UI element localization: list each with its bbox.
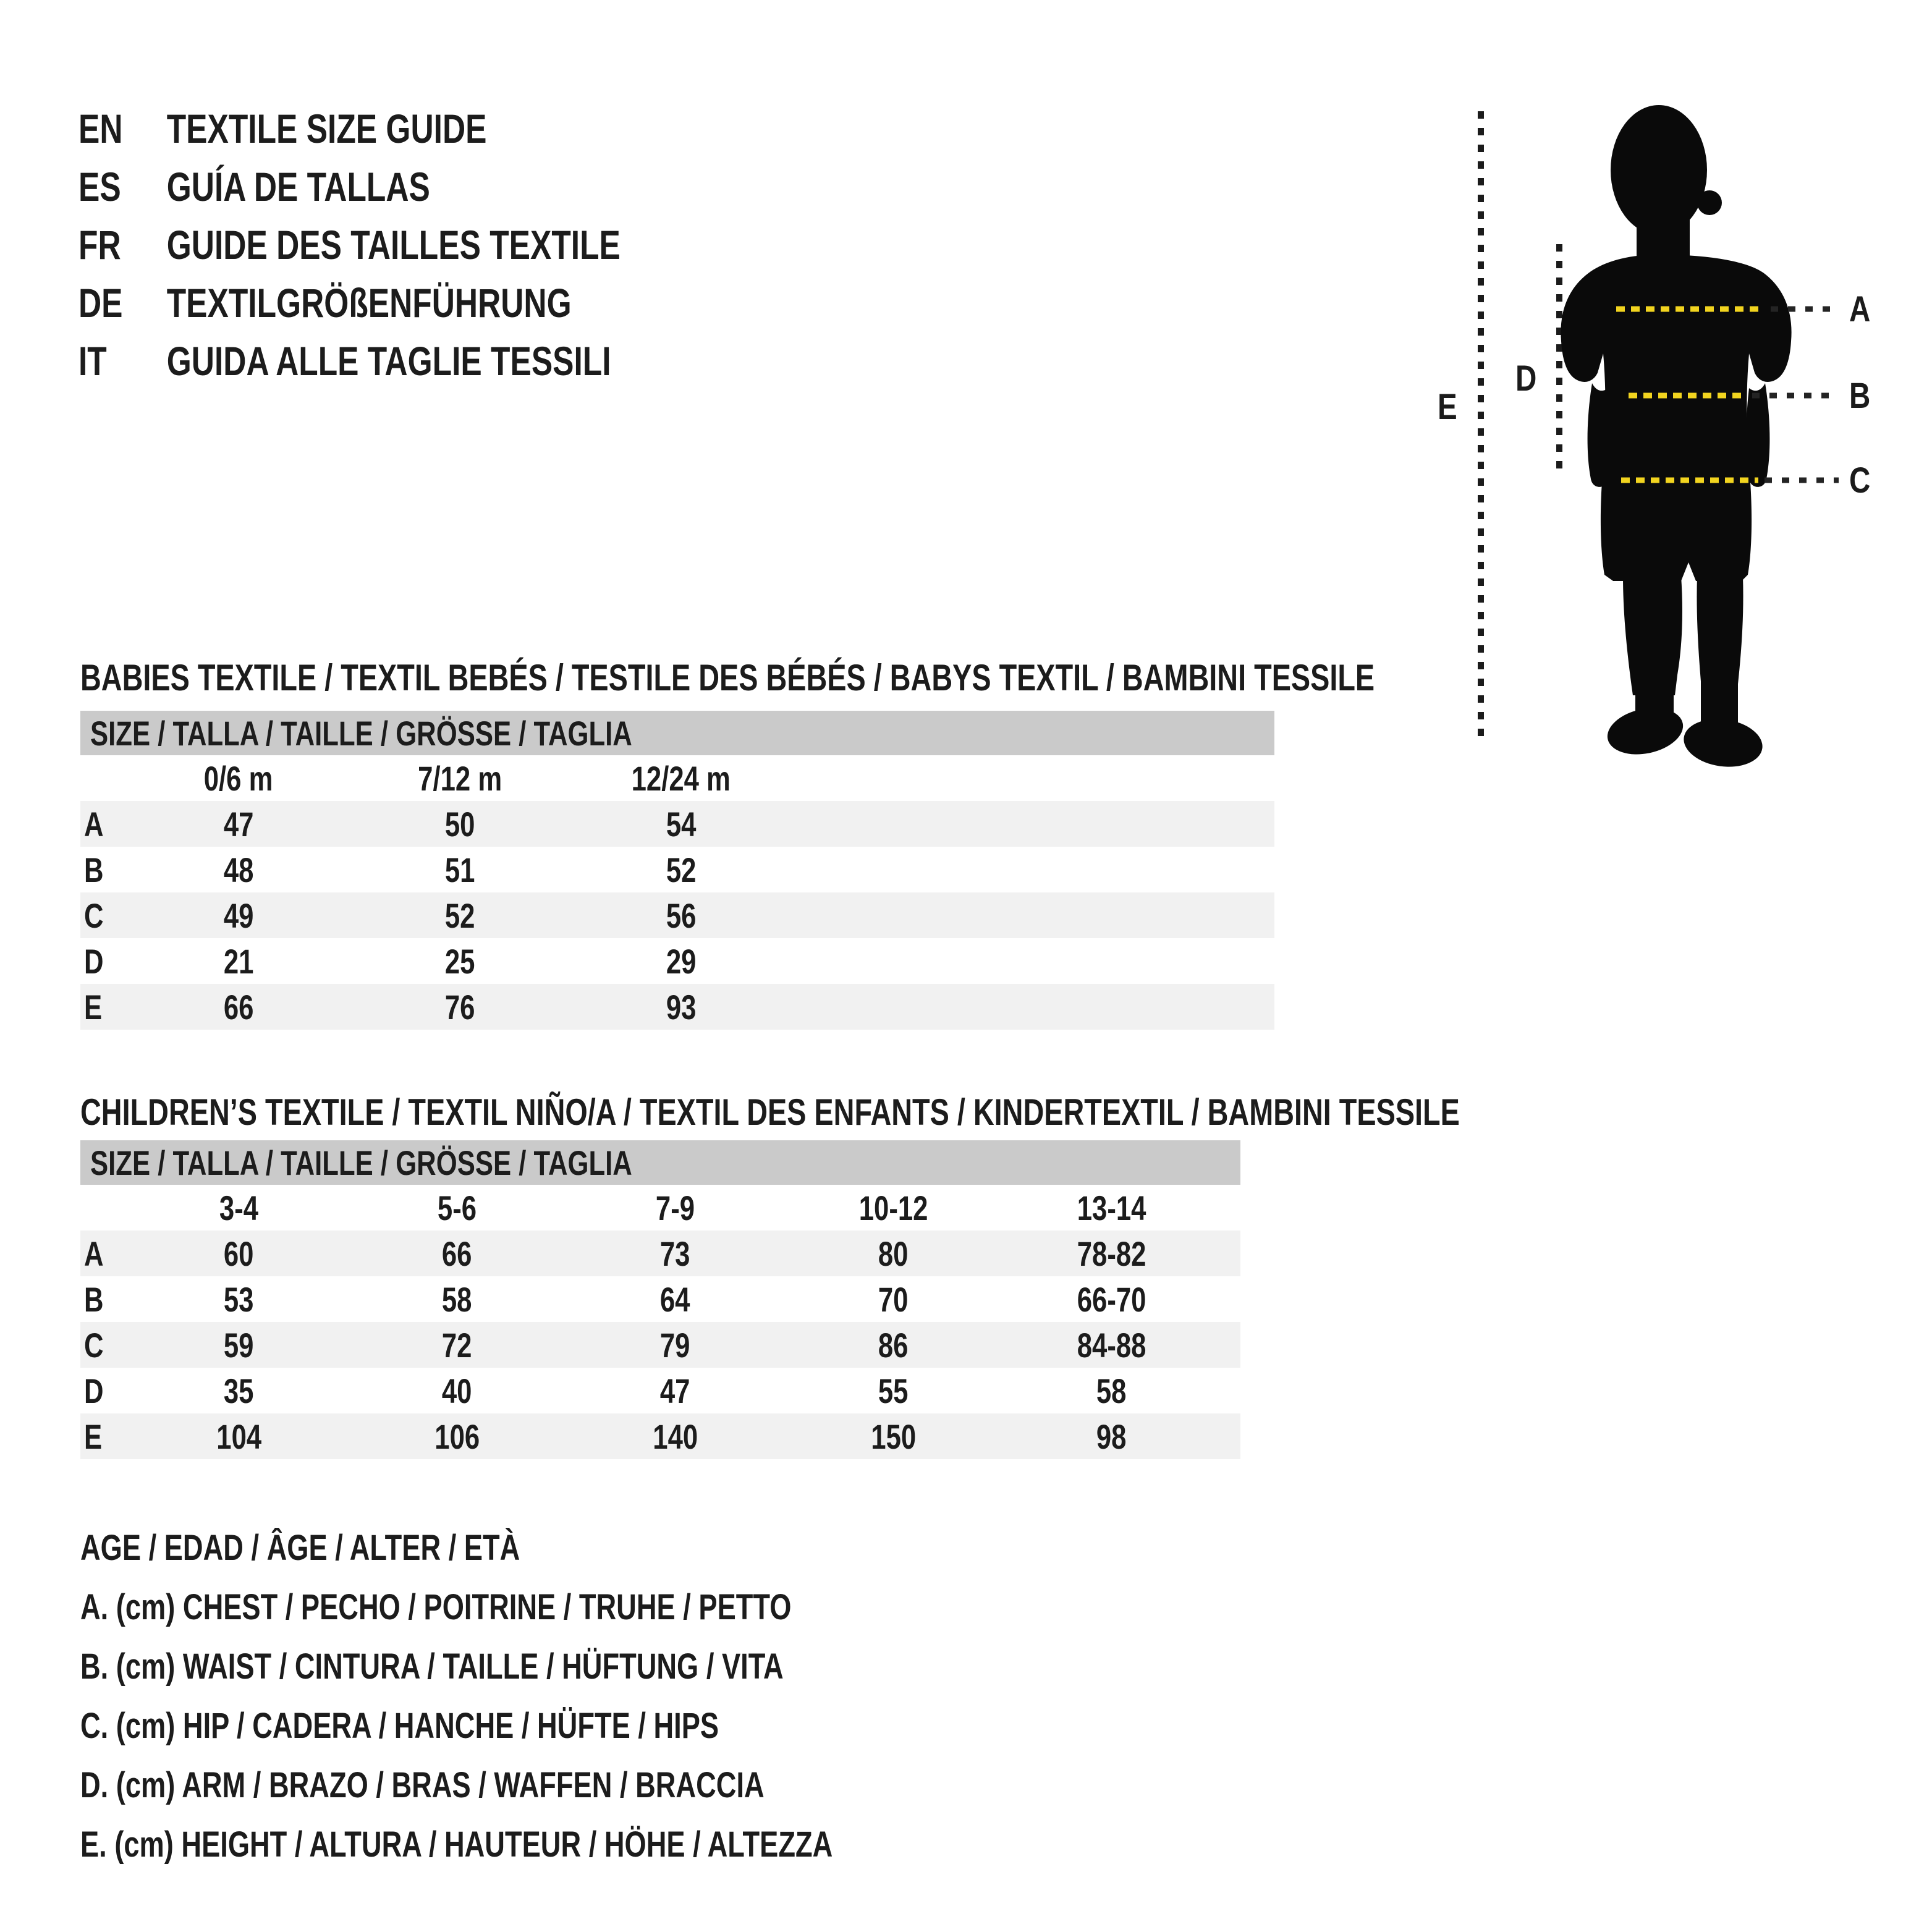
cell-value: 106 xyxy=(434,1417,480,1456)
column-header: 12/24 m xyxy=(631,758,731,798)
cell-value: 58 xyxy=(1096,1371,1127,1410)
babies-section-title: BABIES TEXTILE / TEXTIL BEBÉS / TESTILE DES BÉBÉS / BABYS TEXTIL / BAMBINI TESSILE xyxy=(80,657,1375,698)
language-row xyxy=(78,158,773,216)
language-code: FR xyxy=(78,222,121,268)
cell-value: 60 xyxy=(224,1234,254,1273)
cell-value: 48 xyxy=(223,850,254,889)
cell-value: 54 xyxy=(666,804,697,844)
cell-value: 73 xyxy=(660,1234,690,1273)
cell-value: 40 xyxy=(442,1371,472,1410)
cell-value: 53 xyxy=(224,1279,254,1319)
cell-value: 76 xyxy=(444,987,475,1027)
cell-value: 21 xyxy=(223,941,254,981)
cell-value: 52 xyxy=(666,850,697,889)
cell-value: 104 xyxy=(216,1417,261,1456)
row-label: E xyxy=(84,1417,103,1456)
language-code: EN xyxy=(78,106,123,151)
cell-value: 59 xyxy=(224,1325,254,1365)
cell-value: 47 xyxy=(223,804,254,844)
legend-line: E. (cm) HEIGHT / ALTURA / HAUTEUR / HÖHE / ALTEZZA xyxy=(80,1824,833,1865)
children-section-title: CHILDREN’S TEXTILE / TEXTIL NIÑO/A / TEXTIL DES ENFANTS / KINDERTEXTIL / BAMBINI TESSILE xyxy=(80,1091,1460,1133)
legend-line: AGE / EDAD / ÂGE / ALTER / ETÀ xyxy=(80,1528,520,1568)
cell-value: 51 xyxy=(444,850,475,889)
language-code: DE xyxy=(78,280,123,326)
column-header: 5-6 xyxy=(437,1188,477,1227)
column-header: 7-9 xyxy=(655,1188,695,1227)
column-header-row xyxy=(80,755,1274,801)
cell-value: 78-82 xyxy=(1077,1234,1146,1273)
table-row xyxy=(80,938,1274,984)
cell-value: 150 xyxy=(871,1417,916,1456)
size-header-bar: SIZE / TALLA / TAILLE / GRÖSSE / TAGLIA xyxy=(80,1140,1240,1185)
table-row xyxy=(80,1413,1240,1459)
language-title-list xyxy=(78,100,773,390)
language-row xyxy=(78,216,773,274)
row-label: C xyxy=(84,1325,104,1365)
row-label: D xyxy=(84,1371,104,1410)
measurement-legend xyxy=(80,1519,1045,1875)
cell-value: 66 xyxy=(223,987,254,1027)
language-row xyxy=(78,100,773,158)
legend-line: A. (cm) CHEST / PECHO / POITRINE / TRUHE / PETTO xyxy=(80,1587,792,1627)
cell-value: 70 xyxy=(878,1279,909,1319)
cell-value: 66 xyxy=(442,1234,472,1273)
column-header: 7/12 m xyxy=(418,758,502,798)
cell-value: 35 xyxy=(224,1371,254,1410)
cell-value: 52 xyxy=(444,896,475,935)
table-row xyxy=(80,801,1274,847)
cell-value: 58 xyxy=(442,1279,472,1319)
table-row xyxy=(80,1231,1240,1276)
children-size-table xyxy=(80,1140,1240,1459)
cell-value: 93 xyxy=(666,987,697,1027)
cell-value: 47 xyxy=(660,1371,690,1410)
table-row xyxy=(80,1322,1240,1368)
size-header-bar: SIZE / TALLA / TAILLE / GRÖSSE / TAGLIA xyxy=(80,711,1274,755)
measure-label-a: A xyxy=(1849,289,1871,330)
babies-size-table xyxy=(80,711,1274,1030)
language-code: IT xyxy=(78,338,107,384)
legend-line: B. (cm) WAIST / CINTURA / TAILLE / HÜFTUNG / VITA xyxy=(80,1646,784,1687)
row-label: A xyxy=(84,1234,104,1273)
cell-value: 64 xyxy=(660,1279,690,1319)
language-title: GUIDE DES TAILLES TEXTILE xyxy=(166,222,621,268)
column-header: 13-14 xyxy=(1077,1188,1146,1227)
cell-value: 80 xyxy=(878,1234,909,1273)
language-title: GUÍA DE TALLAS xyxy=(166,164,430,210)
language-row xyxy=(78,332,773,390)
measure-label-b: B xyxy=(1849,376,1871,417)
table-row xyxy=(80,847,1274,892)
cell-value: 72 xyxy=(442,1325,472,1365)
cell-value: 56 xyxy=(666,896,697,935)
measure-label-d: D xyxy=(1515,358,1537,399)
table-row xyxy=(80,1368,1240,1413)
language-row xyxy=(78,274,773,332)
measurement-figure xyxy=(1409,49,1932,822)
cell-value: 140 xyxy=(653,1417,698,1456)
row-label: A xyxy=(84,804,104,844)
cell-value: 79 xyxy=(660,1325,690,1365)
row-label: D xyxy=(84,941,104,981)
cell-value: 55 xyxy=(878,1371,909,1410)
cell-value: 86 xyxy=(878,1325,909,1365)
language-code: ES xyxy=(78,164,121,210)
row-label: B xyxy=(84,1279,104,1319)
table-row xyxy=(80,892,1274,938)
table-row xyxy=(80,984,1274,1030)
language-title: GUIDA ALLE TAGLIE TESSILI xyxy=(166,338,611,384)
measure-label-e: E xyxy=(1438,387,1457,428)
row-label: E xyxy=(84,987,103,1027)
row-label: B xyxy=(84,850,104,889)
legend-line: C. (cm) HIP / CADERA / HANCHE / HÜFTE / HIPS xyxy=(80,1706,719,1746)
cell-value: 84-88 xyxy=(1077,1325,1146,1365)
column-header: 0/6 m xyxy=(204,758,273,798)
column-header-row xyxy=(80,1185,1240,1231)
row-label: C xyxy=(84,896,104,935)
column-header: 3-4 xyxy=(219,1188,259,1227)
cell-value: 29 xyxy=(666,941,697,981)
language-title: TEXTILGRÖßENFÜHRUNG xyxy=(166,280,572,326)
language-title: TEXTILE SIZE GUIDE xyxy=(166,106,487,151)
column-header: 10-12 xyxy=(858,1188,928,1227)
cell-value: 50 xyxy=(444,804,475,844)
measure-label-c: C xyxy=(1849,460,1871,501)
cell-value: 49 xyxy=(223,896,254,935)
table-row xyxy=(80,1276,1240,1322)
cell-value: 98 xyxy=(1096,1417,1127,1456)
legend-line: D. (cm) ARM / BRAZO / BRAS / WAFFEN / BRACCIA xyxy=(80,1765,765,1805)
cell-value: 66-70 xyxy=(1077,1279,1146,1319)
cell-value: 25 xyxy=(444,941,475,981)
